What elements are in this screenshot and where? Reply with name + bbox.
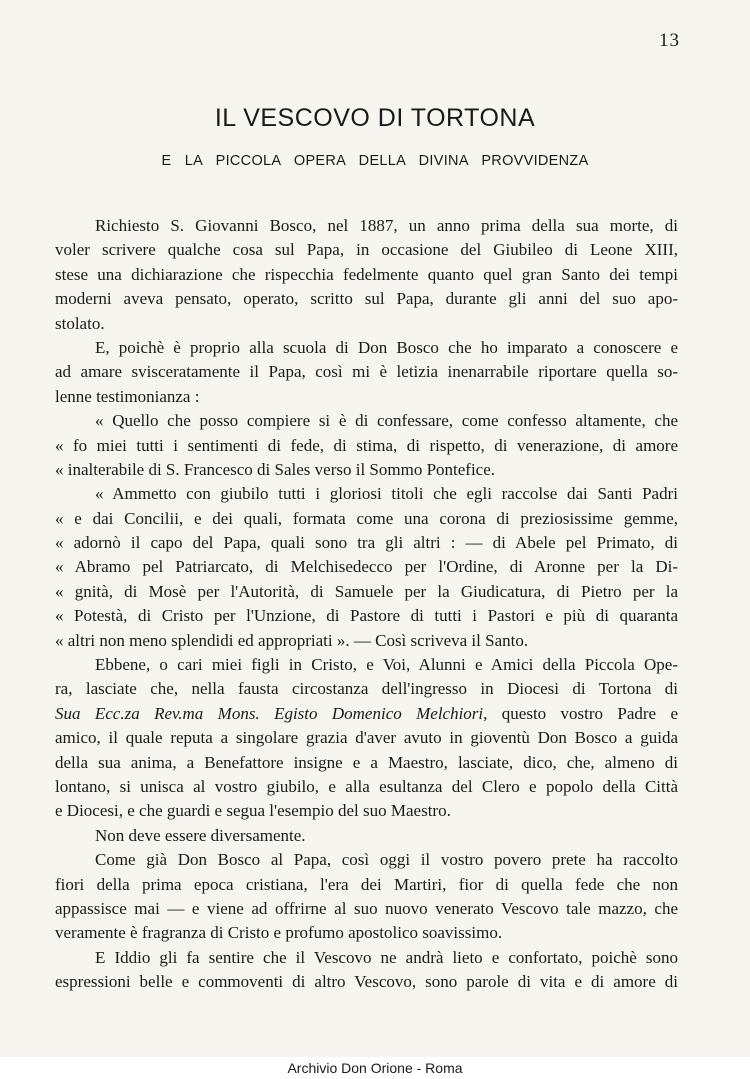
bishop-name: Sua Ecc.za Rev.ma Mons. Egisto Domenico Melchiori, — [55, 703, 488, 723]
quote-line: « Quello che posso compiere si è di confessare, come confesso altamente, che — [95, 411, 678, 431]
text-line: fiori della prima epoca cristiana, l'era dei Martiri, fior di quella fede che non — [55, 874, 678, 894]
text-span: questo vostro Padre e — [501, 703, 679, 723]
text-line: Come già Don Bosco al Papa, così oggi il vostro povero prete ha raccolto — [95, 850, 678, 870]
text-line: lenne testimonianza : — [55, 386, 200, 406]
quote-line: « Abramo pel Patriarcato, di Melchisedecco per l'Ordine, di Aronne per la Di- — [55, 557, 678, 577]
text-line: voler scrivere qualche cosa sul Papa, in occasione del Giubileo di Leone XIII, — [55, 240, 678, 260]
quote-line: « Ammetto con giubilo tutti i gloriosi titoli che egli raccolse dai Santi Padri — [95, 484, 678, 504]
text-line: veramente è fragranza di Cristo e profumo apostolico soavissimo. — [55, 923, 503, 943]
text-line: ra, lasciate che, nella fausta circostanza dell'ingresso in Diocesi di Tortona di — [55, 679, 678, 699]
archive-label: Archivio Don Orione - Roma — [0, 1057, 750, 1079]
text-line: E Iddio gli fa sentire che il Vescovo ne andrà lieto e confortato, poichè sono — [95, 947, 678, 967]
chapter-subtitle: E LA PICCOLA OPERA DELLA DIVINA PROVVIDENZA — [161, 153, 589, 169]
quote-line: « e dai Concilii, e dei quali, formata come una corona di preziosissime gemme, — [55, 508, 678, 528]
text-line: amico, il quale reputa a singolare grazia d'aver avuto in gioventù Don Bosco a guida — [55, 728, 678, 748]
text-line: Ebbene, o cari miei figli in Cristo, e Voi, Alunni e Amici della Piccola Ope- — [95, 655, 678, 675]
quote-line: « adornò il capo del Papa, quali sono tra gli altri : — di Abele pel Primato, di — [55, 533, 678, 553]
text-line: stolato. — [55, 313, 105, 333]
text-line: lontano, si unisca al vostro giubilo, e alla esultanza del Clero e popolo della Città — [55, 776, 678, 796]
quote-line: « fo miei tutti i sentimenti di fede, di stima, di rispetto, di venerazione, di amore — [55, 435, 678, 455]
text-line: espressioni belle e commoventi di altro Vescovo, sono parole di vita e di amore di — [55, 972, 678, 992]
text-line: Richiesto S. Giovanni Bosco, nel 1887, un anno prima della sua morte, di — [95, 216, 678, 235]
text-line: stese una dichiarazione che rispecchia fedelmente quanto quel gran Santo dei tempi — [55, 264, 678, 284]
text-line: ad amare svisceratamente il Papa, così mi è letizia inenarrabile riportare quella so- — [55, 362, 678, 382]
text-line: della sua anima, a Benefattore insigne e a Maestro, lasciate, dico, che, almeno di — [55, 752, 678, 772]
text-line: moderni aveva pensato, operato, scritto sul Papa, durante gli anni del suo apo- — [55, 289, 678, 309]
quote-line: « altri non meno splendidi ed appropriati ». — Così scriveva il Santo. — [55, 630, 529, 650]
quote-line: « Potestà, di Cristo per l'Unzione, di Pastore di tutti i Pastori e più di quaranta — [55, 606, 678, 626]
body-text — [55, 214, 678, 995]
page-number: 13 — [659, 30, 680, 51]
quote-line: « gnità, di Mosè per l'Autorità, di Samuele per la Giudicatura, di Pietro per la — [55, 581, 678, 601]
text-line: appassisce mai — e viene ad offrirne al suo nuovo venerato Vescovo tale mazzo, che — [55, 898, 678, 918]
text-line: e Diocesi, e che guardi e segua l'esempio del suo Maestro. — [55, 801, 451, 821]
quote-line: « inalterabile di S. Francesco di Sales verso il Sommo Pontefice. — [55, 459, 496, 479]
text-line: E, poichè è proprio alla scuola di Don Bosco che ho imparato a conoscere e — [95, 337, 678, 357]
chapter-title: IL VESCOVO DI TORTONA — [214, 104, 536, 132]
text-line: Non deve essere diversamente. — [95, 825, 306, 845]
text-line — [55, 702, 678, 726]
